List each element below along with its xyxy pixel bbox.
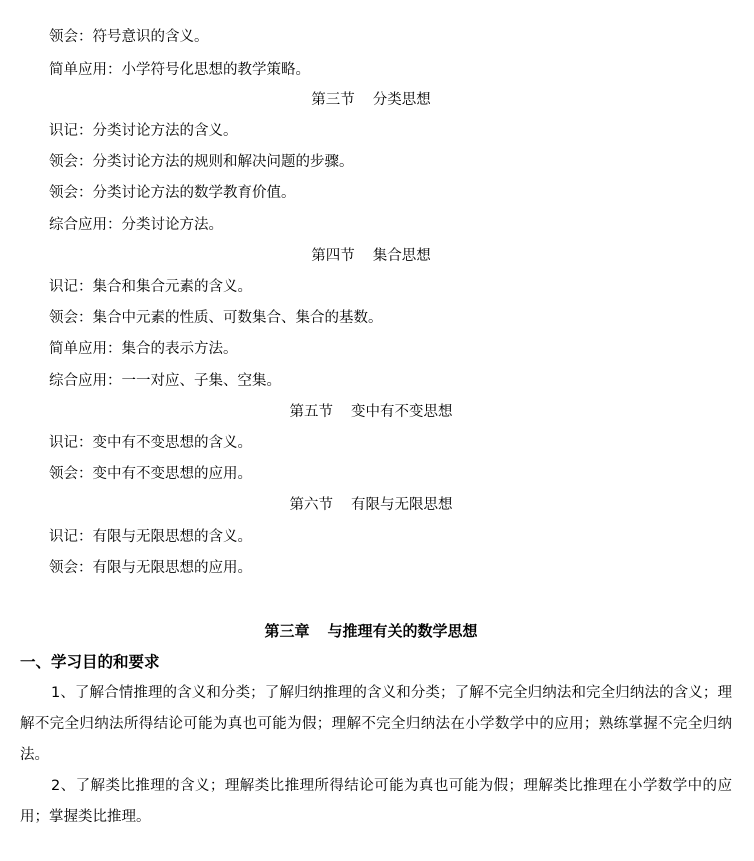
item-label: 领会 — [49, 310, 78, 326]
list-item: 识记：变中有不变思想的含义。 — [49, 435, 252, 451]
list-item: 识记：分类讨论方法的含义。 — [49, 123, 238, 139]
item-text: 有限与无限思想的应用。 — [92, 560, 252, 576]
list-item: 识记：有限与无限思想的含义。 — [49, 529, 252, 545]
item-label: 领会 — [49, 466, 78, 482]
item-label: 领会 — [49, 29, 78, 45]
item-label: 识记 — [49, 529, 78, 545]
item-text: 分类讨论方法的含义。 — [92, 123, 238, 139]
list-item: 领会：分类讨论方法的数学教育价值。 — [49, 185, 296, 201]
paragraph: 2、了解类比推理的含义；理解类比推理所得结论可能为真也可能为假；理解类比推理在小学数学中的应用；掌握类比推理。 — [20, 778, 732, 825]
item-label: 简单应用 — [49, 341, 107, 357]
list-item: 简单应用：小学符号化思想的教学策略。 — [49, 62, 310, 78]
item-text: 有限与无限思想的含义。 — [92, 529, 252, 545]
list-item: 领会：分类讨论方法的规则和解决问题的步骤。 — [49, 154, 354, 170]
section-title: 第六节 有限与无限思想 — [289, 497, 453, 513]
item-label: 识记 — [49, 279, 78, 295]
list-item: 识记：集合和集合元素的含义。 — [49, 279, 252, 295]
list-item: 简单应用：集合的表示方法。 — [49, 341, 238, 357]
item-label: 领会 — [49, 560, 78, 576]
item-label: 领会 — [49, 185, 78, 201]
item-text: 小学符号化思想的教学策略。 — [121, 62, 310, 78]
section-title: 第五节 变中有不变思想 — [289, 404, 453, 420]
item-label: 简单应用 — [49, 62, 107, 78]
item-text: 分类讨论方法。 — [121, 217, 223, 233]
item-label: 综合应用 — [49, 373, 107, 389]
list-item: 领会：变中有不变思想的应用。 — [49, 466, 252, 482]
item-text: 分类讨论方法的数学教育价值。 — [92, 185, 296, 201]
item-label: 领会 — [49, 154, 78, 170]
item-label: 识记 — [49, 435, 78, 451]
item-text: 分类讨论方法的规则和解决问题的步骤。 — [92, 154, 354, 170]
paragraph: 1、了解合情推理的含义和分类；了解归纳推理的含义和分类；了解不完全归纳法和完全归纳法的含义；理解不完全归纳法所得结论可能为真也可能为假；理解不完全归纳法在小学数学中的应用；熟练掌握不完全归纳法。 — [20, 685, 732, 763]
item-label: 综合应用 — [49, 217, 107, 233]
item-text: 集合中元素的性质、可数集合、集合的基数。 — [92, 310, 383, 326]
section-title: 第三节 分类思想 — [311, 92, 431, 108]
list-item: 综合应用：一一对应、子集、空集。 — [49, 373, 281, 389]
item-text: 集合和集合元素的含义。 — [92, 279, 252, 295]
list-item: 领会：符号意识的含义。 — [49, 29, 209, 45]
section-title: 第四节 集合思想 — [311, 248, 431, 264]
item-label: 识记 — [49, 123, 78, 139]
list-item: 领会：集合中元素的性质、可数集合、集合的基数。 — [49, 310, 383, 326]
item-text: 集合的表示方法。 — [121, 341, 238, 357]
item-text: 一一对应、子集、空集。 — [121, 373, 281, 389]
item-text: 变中有不变思想的含义。 — [92, 435, 252, 451]
list-item: 综合应用：分类讨论方法。 — [49, 217, 223, 233]
chapter-title: 第三章 与推理有关的数学思想 — [264, 622, 478, 640]
section-heading: 一、学习目的和要求 — [20, 653, 160, 671]
item-text: 符号意识的含义。 — [92, 29, 209, 45]
list-item: 领会：有限与无限思想的应用。 — [49, 560, 252, 576]
item-text: 变中有不变思想的应用。 — [92, 466, 252, 482]
